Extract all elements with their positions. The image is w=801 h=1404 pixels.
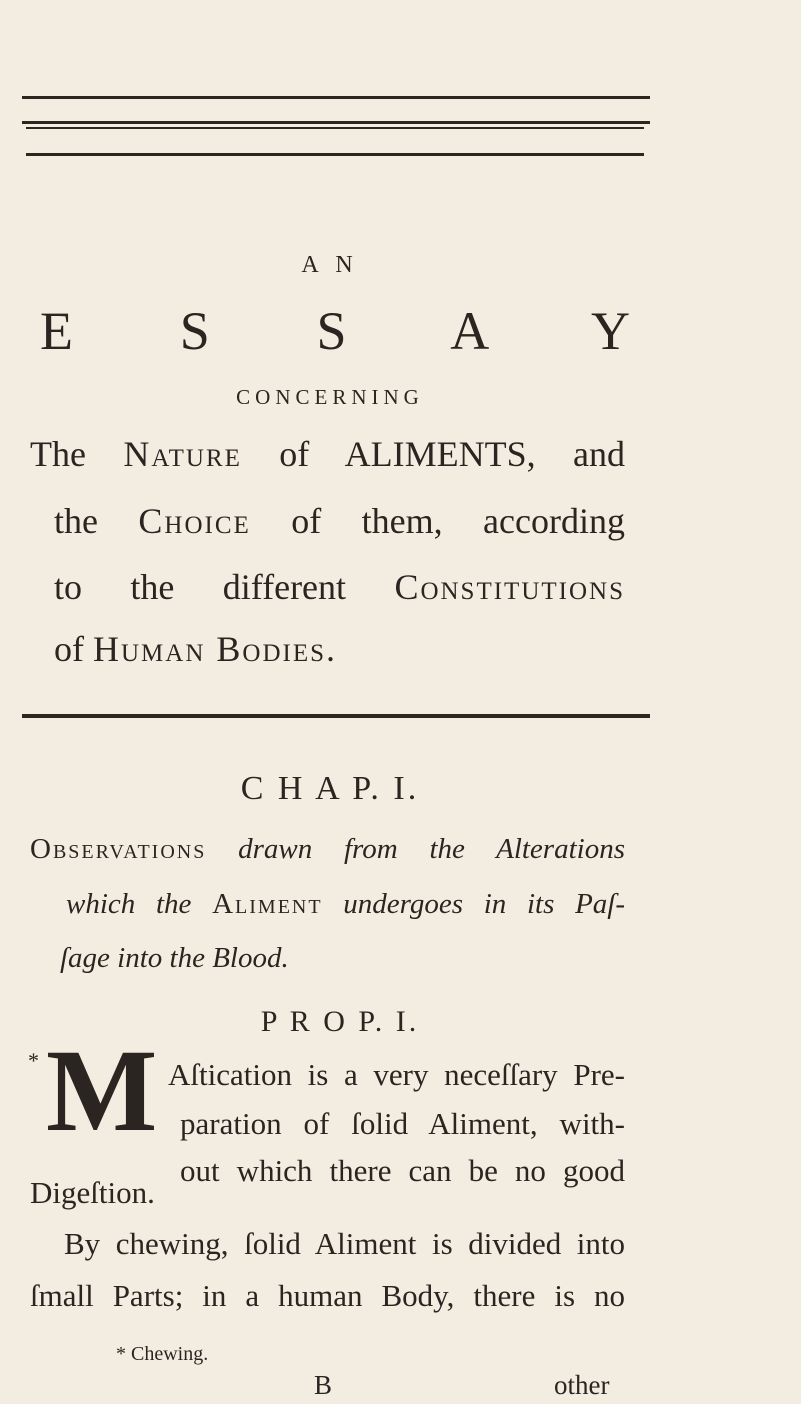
chapter-heading: C H A P. I.: [240, 770, 420, 807]
catchword: other: [554, 1370, 610, 1400]
top-rule-4: [26, 153, 644, 156]
footnote: * Chewing.: [116, 1343, 209, 1365]
title-line-4: of Human Bodies.: [54, 629, 336, 669]
title-essay: E S S A Y: [40, 301, 630, 361]
chapter-subtitle-1: Observations drawn from the Alterations: [30, 833, 625, 865]
para1-line-4: Digeſtion.: [30, 1175, 155, 1210]
chapter-subtitle-2: which the Aliment undergoes in its Paſ-: [66, 888, 626, 920]
drop-cap: M: [46, 1025, 158, 1156]
title-line-3: to the different Constitutions: [54, 567, 625, 607]
top-rule-3: [26, 127, 644, 129]
para2-line-1: By chewing, ſolid Aliment is divided into: [64, 1226, 625, 1261]
para1-line-1: Aſtication is a very neceſſary Pre-: [168, 1057, 625, 1092]
title-line-1: The Nature of ALIMENTS, and: [30, 434, 625, 474]
title-line-2: the Choice of them, according: [54, 501, 625, 541]
para1-line-2: paration of ſolid Aliment, with-: [180, 1106, 625, 1141]
top-rule-2: [22, 121, 650, 124]
chapter-subtitle-3: ſage into the Blood.: [60, 942, 289, 974]
divider-rule: [22, 714, 650, 718]
top-rule-1: [22, 96, 650, 99]
prop-heading: P R O P. I.: [260, 1005, 420, 1038]
signature-mark: B: [314, 1370, 333, 1400]
para1-line-3: out which there can be no good: [180, 1153, 625, 1188]
para2-line-2: ſmall Parts; in a human Body, there is no: [30, 1278, 625, 1313]
footnote-marker: *: [28, 1048, 39, 1073]
title-concerning: CONCERNING: [236, 385, 424, 409]
title-an: A N: [301, 252, 359, 278]
